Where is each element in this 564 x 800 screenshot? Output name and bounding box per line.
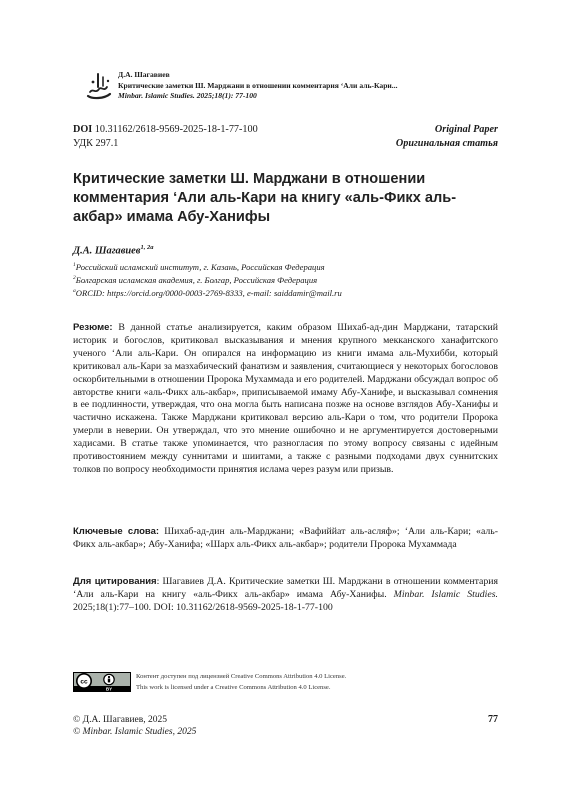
journal-logo-icon	[84, 70, 114, 102]
page-number: 77	[488, 714, 498, 725]
license-en: This work is licensed under a Creative Commons Attribution 4.0 License.	[136, 683, 331, 691]
keywords-text: Шихаб-ад-дин аль-Марджани; «Вафиййат аль-асляф»; ‘Али аль-Кари; «аль-Фикх аль-акбар»; Абу-Ханифа; «Шарх аль-Фикх аль-акбар»; родители Пророка Мухаммада	[73, 526, 498, 550]
citation-text: : Шагавиев Д.А. Критические заметки Ш. Марджани в отношении комментария ‘Али аль-Кари на книгу «аль-Фикх аль-акбар» имама Абу-Ханифы.	[73, 576, 498, 600]
abstract	[73, 322, 498, 477]
cc-badge-text: cc	[80, 678, 88, 686]
affiliation-1: $^1$Российский исламский институт, г. Казань, Российская Федерация	[73, 261, 325, 272]
doi-link[interactable]: 10.31162/2618-9569-2025-18-1-77-100	[94, 124, 258, 135]
citation-journal: Minbar. Islamic Studies.	[393, 588, 498, 600]
doi-block	[73, 123, 258, 151]
paper-type-en: Original Paper	[434, 124, 498, 135]
paper-type	[396, 123, 498, 151]
running-header	[118, 70, 518, 102]
copyright-journal: © Minbar. Islamic Studies, 2025	[73, 727, 197, 737]
running-header-title: Критические заметки Ш. Марджани в отношении комментария ‘Али аль-Кари...	[118, 80, 398, 90]
license-ru: Контент доступен под лицензией Creative Commons Attribution 4.0 License.	[136, 673, 347, 680]
author	[73, 244, 153, 256]
author-sup: 1, 2a	[140, 244, 154, 251]
copyright	[73, 714, 196, 738]
abstract-label: Резюме:	[73, 322, 113, 333]
copyright-author: © Д.А. Шагавиев, 2025	[73, 715, 167, 725]
running-header-author: Д.А. Шагавиев	[118, 70, 170, 79]
article-title: Критические заметки Ш. Марджани в отношении комментария ‘Али аль-Кари на книгу «аль-Фикх аль-акбар» имама Абу-Ханифы	[73, 171, 457, 225]
running-header-journal: Minbar. Islamic Studies. 2025;18(1): 77-100	[118, 91, 257, 100]
keywords-label: Ключевые слова:	[73, 526, 160, 537]
abstract-text: В данной статье анализируется, каким образом Шихаб-ад-дин Марджани, татарский историк и богослов, критиковал высказывания и мнения крупного мекканского ханафитского ученого ‘Али аль-Кари. Он опирался на информацию из книги имама аль-Мухибби, который критиковал аль-Кари за мазхабический фанатизм и заявления, считающиеся у некоторых богословов оскорбительными в отношении Пророка Мухаммада и его родителей. Марджани обсуждал вопрос об авторстве книги «аль-Фикх аль-акбар», приписываемой имаму Абу-Ханифе, и высказывал сомнения в ее подлинности, утверждая, что она могла быть написана позже на основе взглядов Абу-Ханифы и частично искажена. Также Марджани критиковал версию аль-Кари о том, что родители Пророка умерли в неверии. Он утверждал, что это мнение ошибочно и не аргументируется достоверными хадисами. В статье также упоминается, что разногласия по этому вопросу связаны с идейным противостоянием между суннитами и шиитами, а также с разными подходами двух суннитских толков по вопросу необходимости принятия ислама через разум или призыв.	[73, 322, 498, 475]
author-name: Д.А. Шагавиев	[73, 245, 141, 257]
affiliation-orcid[interactable]: $^a$ORCID: https://orcid.org/0000-0003-2769-8333, e-mail: saiddamir@mail.ru	[73, 288, 342, 299]
by-badge-text: BY	[105, 686, 113, 692]
license-text	[136, 672, 346, 693]
citation	[73, 576, 498, 615]
citation-tail: 2025;18(1):77–100. DOI: 10.31162/2618-9569-2025-18-1-77-100	[73, 601, 333, 613]
doi-label: DOI	[73, 124, 93, 135]
udk: УДК 297.1	[73, 138, 119, 149]
affiliations	[73, 260, 342, 299]
paper-type-ru: Оригинальная статья	[395, 138, 498, 149]
keywords	[73, 526, 498, 552]
citation-label: Для цитирования	[73, 576, 157, 587]
cc-by-badge-icon[interactable]	[73, 672, 131, 692]
affiliation-2: $^2$Болгарская исламская академия, г. Болгар, Российская Федерация	[73, 275, 318, 286]
